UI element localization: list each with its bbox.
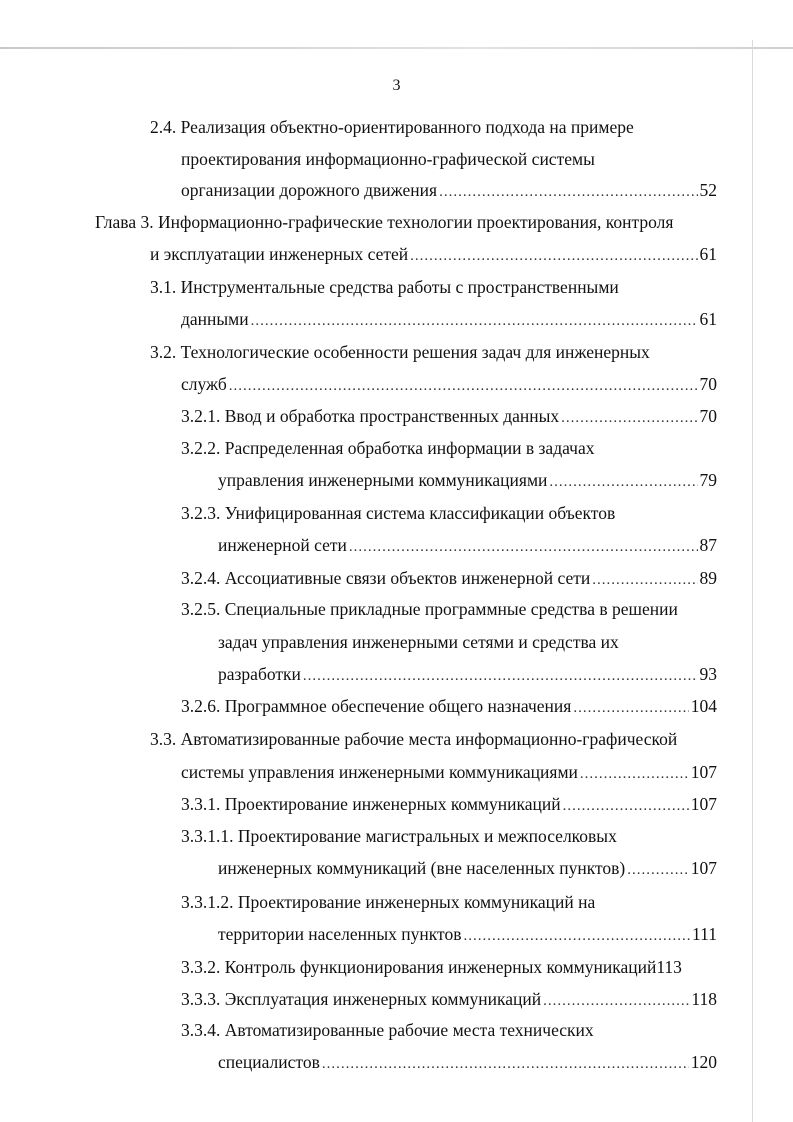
toc-entry-text: инженерной сети xyxy=(218,535,347,555)
toc-entry-text: и эксплуатации инженерных сетей xyxy=(150,244,409,264)
toc-line xyxy=(181,566,717,590)
toc-entry-text: служб xyxy=(181,374,227,394)
toc-line xyxy=(181,307,717,331)
toc-entry-text: 3.1. Инструментальные средства работы с пространственными xyxy=(150,277,619,297)
toc-entry-text: разработки xyxy=(218,664,301,684)
toc-line xyxy=(181,987,717,1011)
toc-line xyxy=(181,436,717,460)
dot-leader xyxy=(303,664,698,688)
toc-page-number: 70 xyxy=(699,406,717,426)
toc-entry-text: управления инженерными коммуникациями xyxy=(218,470,548,490)
toc-line xyxy=(218,1050,717,1074)
toc-entry-text: 3.3.4. Автоматизированные рабочие места технических xyxy=(181,1020,594,1040)
toc-line xyxy=(181,792,717,816)
toc-entry-text: 3.2.2. Распределенная обработка информации в задачах xyxy=(181,438,595,458)
toc-page-number: 107 xyxy=(690,794,717,814)
toc-line xyxy=(181,501,717,525)
toc-line xyxy=(218,630,717,654)
toc-page-number: 79 xyxy=(699,470,717,490)
toc-entry-text: 3.3.1. Проектирование инженерных коммуникаций xyxy=(181,794,561,814)
toc-entry-text: 3.3. Автоматизированные рабочие места информационно-графической xyxy=(150,729,678,749)
toc-line xyxy=(181,824,717,848)
toc-page-number: 113 xyxy=(656,957,682,977)
toc-entry-text: задач управления инженерными сетями и средства их xyxy=(218,632,619,652)
toc-entry-text: 3.2.3. Унифицированная система классификации объектов xyxy=(181,503,616,523)
toc-entry-text: 3.3.3. Эксплуатация инженерных коммуникаций xyxy=(181,989,542,1009)
toc-page-number: 89 xyxy=(699,568,717,588)
toc-entry-text: территории населенных пунктов xyxy=(218,924,462,944)
toc-page-number: 118 xyxy=(691,989,717,1009)
toc-line xyxy=(181,890,717,914)
dot-leader xyxy=(410,244,697,268)
toc-line xyxy=(150,242,717,266)
toc-entry-text: инженерных коммуникаций (вне населенных пунктов) xyxy=(218,858,626,878)
toc-entry-text: 3.2.4. Ассоциативные связи объектов инженерной сети xyxy=(181,568,591,588)
scan-edge-right xyxy=(752,40,753,1122)
dot-leader xyxy=(627,858,689,882)
toc-page-number: 87 xyxy=(699,535,717,555)
dot-leader xyxy=(322,1052,689,1076)
toc-entry-text: 3.2.5. Специальные прикладные программные средства в решении xyxy=(181,599,678,619)
toc-entry-text: данными xyxy=(181,309,249,329)
toc-line xyxy=(181,694,717,718)
dot-leader xyxy=(573,696,688,720)
toc-line xyxy=(181,147,717,171)
toc-entry-text: специалистов xyxy=(218,1052,320,1072)
dot-leader xyxy=(592,568,697,592)
page-number: 3 xyxy=(392,77,401,94)
dot-leader xyxy=(580,762,689,786)
scan-edge-top xyxy=(0,47,793,49)
dot-leader xyxy=(439,180,697,204)
toc-line xyxy=(181,404,717,428)
toc-entry-text: 3.2. Технологические особенности решения задач для инженерных xyxy=(150,342,650,362)
dot-leader xyxy=(229,374,698,398)
toc-line xyxy=(181,760,717,784)
toc-line xyxy=(218,856,717,880)
toc-page-number: 111 xyxy=(692,924,717,944)
toc-entry-text: 3.2.1. Ввод и обработка пространственных данных xyxy=(181,406,560,426)
dot-leader xyxy=(251,309,698,333)
toc-page-number: 61 xyxy=(699,309,717,329)
toc-page-number: 107 xyxy=(690,762,717,782)
toc-entry-text: 3.2.6. Программное обеспечение общего назначения xyxy=(181,696,572,716)
toc-line xyxy=(150,115,717,139)
dot-leader xyxy=(349,535,698,559)
toc-page-number: 107 xyxy=(690,858,717,878)
toc-line xyxy=(181,372,717,396)
toc-entry-text: 3.3.1.2. Проектирование инженерных коммуникаций на xyxy=(181,892,596,912)
toc-entry-text: системы управления инженерными коммуникациями xyxy=(181,762,578,782)
toc-line xyxy=(218,922,717,946)
toc-page-number: 120 xyxy=(690,1052,717,1072)
toc-line xyxy=(181,1018,717,1042)
toc-page-number: 52 xyxy=(699,180,717,200)
dot-leader xyxy=(563,794,689,818)
toc-page-number: 70 xyxy=(699,374,717,394)
toc-page-number: 93 xyxy=(699,664,717,684)
toc-line xyxy=(181,597,717,621)
toc-line xyxy=(218,533,717,557)
toc-entry-text: 3.3.1.1. Проектирование магистральных и межпоселковых xyxy=(181,826,617,846)
toc-line xyxy=(150,340,717,364)
toc-line xyxy=(181,178,717,202)
dot-leader xyxy=(543,989,689,1013)
toc-page-number: 104 xyxy=(690,696,717,716)
toc-line xyxy=(181,955,717,979)
toc-entry-text: проектирования информационно-графической системы xyxy=(181,149,595,169)
toc-page-number: 61 xyxy=(699,244,717,264)
toc-line xyxy=(150,727,717,751)
toc-entry-text: 3.3.2. Контроль функционирования инженерных коммуникаций xyxy=(181,957,657,977)
toc-line xyxy=(218,662,717,686)
toc-line xyxy=(95,210,717,234)
toc-entry-text: 2.4. Реализация объектно-ориентированного подхода на примере xyxy=(150,117,634,137)
dot-leader xyxy=(561,406,697,430)
toc-line xyxy=(150,275,717,299)
dot-leader xyxy=(549,470,697,494)
toc-entry-text: Глава 3. Информационно-графические технологии проектирования, контроля xyxy=(95,212,674,232)
toc-line xyxy=(218,468,717,492)
dot-leader xyxy=(463,924,690,948)
toc-entry-text: организации дорожного движения xyxy=(181,180,438,200)
